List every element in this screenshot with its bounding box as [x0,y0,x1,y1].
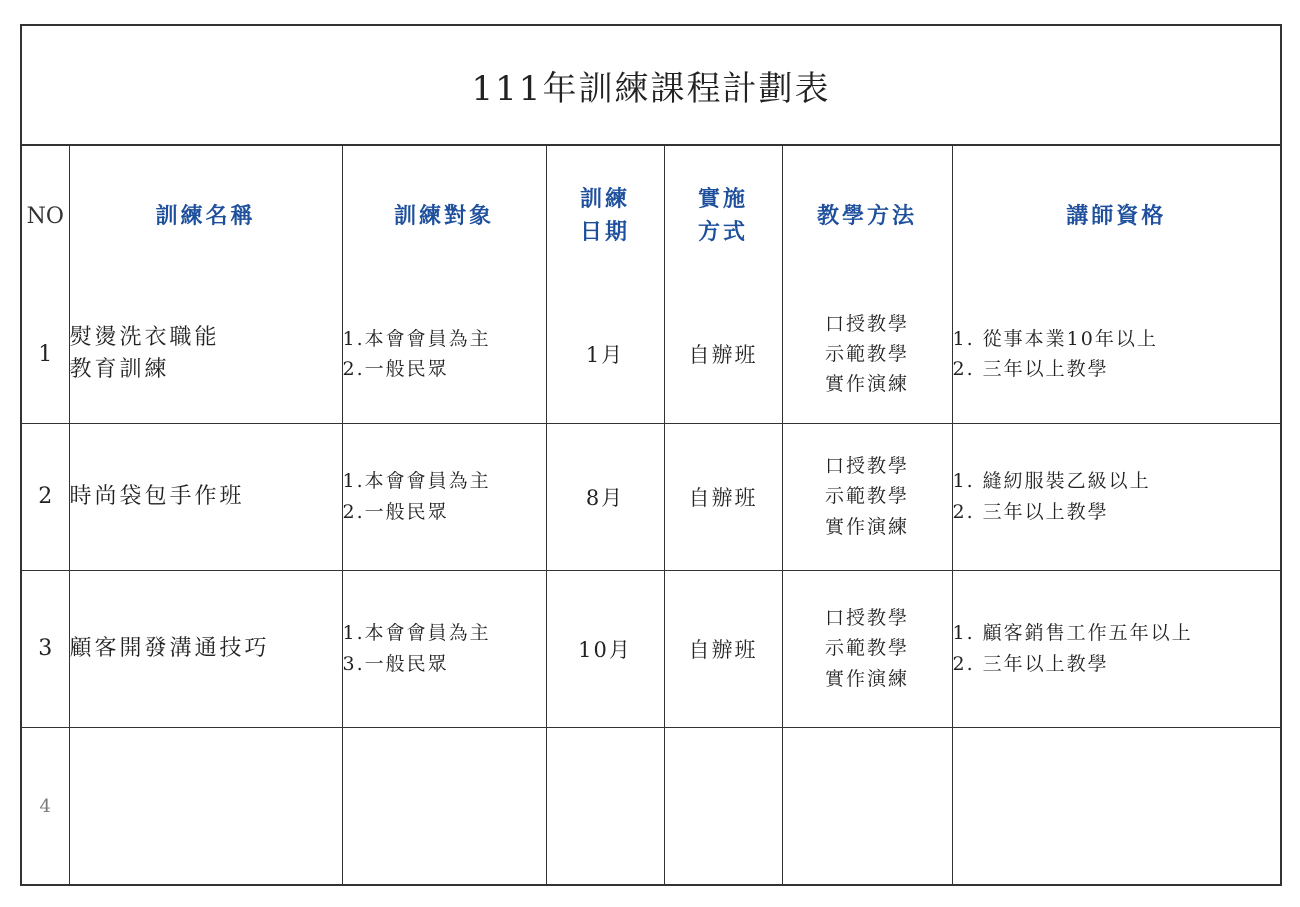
title-bar [22,26,1280,146]
course-date: 10月 [546,570,664,727]
header-date: 訓練 日期 [546,146,664,286]
table-row [22,727,1280,886]
training-plan-sheet [20,24,1282,886]
course-mode: 自辦班 [664,570,782,727]
header-name: 訓練名稱 [69,146,342,286]
course-date [546,727,664,886]
header-row [22,146,1280,286]
course-name [69,727,342,886]
row-number: 2 [22,423,69,570]
page-title: 111年訓練課程計劃表 [471,68,831,109]
table-row [22,423,1280,570]
course-method: 口授教學 示範教學 實作演練 [782,570,952,727]
course-name: 熨燙洗衣職能 教育訓練 [69,286,342,423]
course-method [782,727,952,886]
header-qualification: 講師資格 [952,146,1280,286]
course-mode: 自辦班 [664,286,782,423]
course-target: 1.本會會員為主 2.一般民眾 [342,423,546,570]
course-date: 1月 [546,286,664,423]
row-number: 3 [22,570,69,727]
row-number: 1 [22,286,69,423]
instructor-qualification: 1. 顧客銷售工作五年以上 2. 三年以上教學 [952,570,1280,727]
table-row [22,286,1280,423]
course-mode [664,727,782,886]
header-method: 教學方法 [782,146,952,286]
training-plan-table [22,146,1280,886]
instructor-qualification [952,727,1280,886]
instructor-qualification: 1. 縫紉服裝乙級以上 2. 三年以上教學 [952,423,1280,570]
table-row [22,570,1280,727]
instructor-qualification: 1. 從事本業10年以上 2. 三年以上教學 [952,286,1280,423]
course-target: 1.本會會員為主 2.一般民眾 [342,286,546,423]
course-target [342,727,546,886]
course-method: 口授教學 示範教學 實作演練 [782,423,952,570]
course-method: 口授教學 示範教學 實作演練 [782,286,952,423]
course-target: 1.本會會員為主 3.一般民眾 [342,570,546,727]
header-target: 訓練對象 [342,146,546,286]
course-name: 時尚袋包手作班 [69,423,342,570]
course-mode: 自辦班 [664,423,782,570]
course-name: 顧客開發溝通技巧 [69,570,342,727]
header-no: NO [22,146,69,286]
header-mode: 實施 方式 [664,146,782,286]
row-number: 4 [22,727,69,886]
course-date: 8月 [546,423,664,570]
